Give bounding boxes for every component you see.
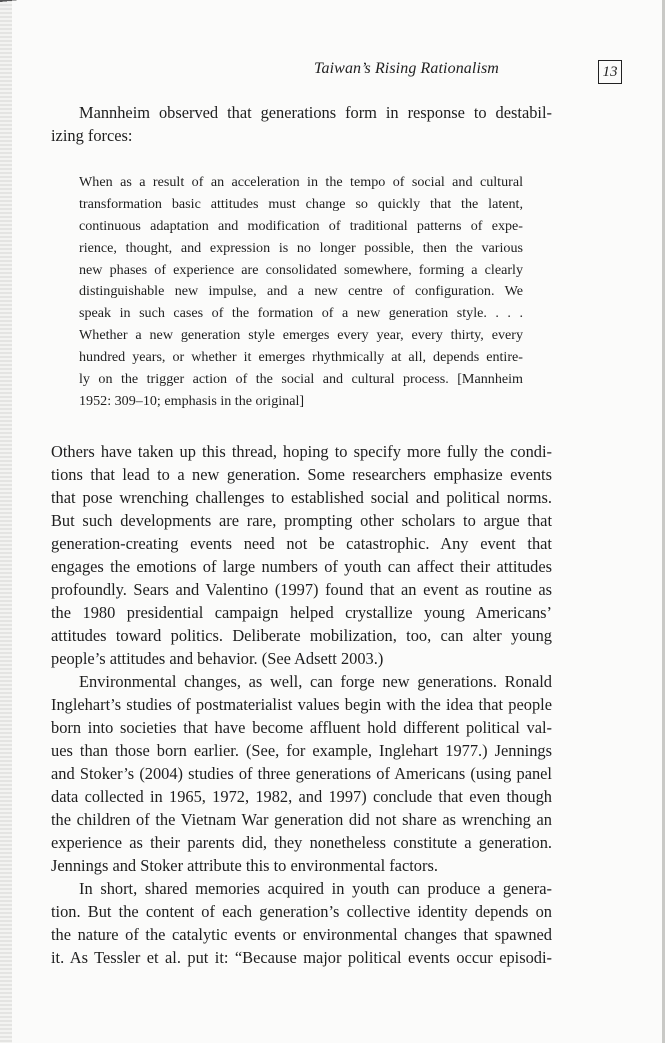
paragraph-line: the 1980 presidential campaign helped crystallize young Americans’ bbox=[51, 603, 552, 622]
paragraph-line: people’s attitudes and behavior. (See Adsett 2003.) bbox=[51, 649, 384, 668]
paragraph-line: experience as their parents did, they nonetheless constitute a generation. bbox=[51, 833, 552, 852]
paragraph-line: Inglehart’s studies of postmaterialist values begin with the idea that people bbox=[51, 695, 552, 714]
body-paragraph-1 bbox=[51, 440, 552, 670]
paragraph-line: Environmental changes, as well, can forge new generations. Ronald bbox=[79, 672, 552, 691]
paragraph-line: tion. But the content of each generation’s collective identity depends on bbox=[51, 902, 552, 921]
quote-line: ly on the trigger action of the social and cultural process. [Mannheim bbox=[79, 371, 523, 388]
paragraph-line: Others have taken up this thread, hoping to specify more fully the condi- bbox=[51, 442, 552, 461]
intro-paragraph bbox=[51, 101, 552, 147]
page-number-box: 13 bbox=[598, 60, 622, 84]
quote-line: Whether a new generation style emerges every year, every thirty, every bbox=[79, 327, 523, 344]
body-paragraph-2 bbox=[51, 670, 552, 877]
paragraph-line: the children of the Vietnam War generation did not share as wrenching an bbox=[51, 810, 552, 829]
intro-line: izing forces: bbox=[51, 126, 133, 145]
paragraph-line: tions that lead to a new generation. Some researchers emphasize events bbox=[51, 465, 552, 484]
paragraph-line: attitudes toward politics. Deliberate mobilization, too, can alter young bbox=[51, 626, 552, 645]
paragraph-line: and Stoker’s (2004) studies of three generations of Americans (using panel bbox=[51, 764, 552, 783]
block-quote bbox=[79, 172, 523, 413]
paragraph-line: the nature of the catalytic events or environmental changes that spawned bbox=[51, 925, 552, 944]
paragraph-line: it. As Tessler et al. put it: “Because major political events occur episodi- bbox=[51, 948, 552, 967]
quote-line: continuous adaptation and modification of traditional patterns of expe- bbox=[79, 217, 523, 234]
paragraph-line: generation-creating events need not be catastrophic. Any event that bbox=[51, 534, 552, 553]
scan-corner-mark bbox=[0, 0, 40, 8]
quote-line: rience, thought, and expression is no longer possible, then the various bbox=[79, 239, 523, 256]
quote-line: When as a result of an acceleration in the tempo of social and cultural bbox=[79, 174, 523, 190]
paragraph-line: engages the emotions of large numbers of youth can affect their attitudes bbox=[51, 557, 552, 576]
quote-line: transformation basic attitudes must change so quickly that the latent, bbox=[79, 195, 523, 212]
paragraph-line: profoundly. Sears and Valentino (1997) found that an event as routine as bbox=[51, 580, 552, 599]
page-left-edge-shadow bbox=[0, 0, 12, 1043]
paragraph-line: born into societies that have become affluent hold different political val- bbox=[51, 718, 552, 737]
quote-line: speak in such cases of the formation of a new generation style. . . . bbox=[79, 305, 523, 322]
paragraph-line: data collected in 1965, 1972, 1982, and 1997) conclude that even though bbox=[51, 787, 552, 806]
intro-line: Mannheim observed that generations form in response to destabil- bbox=[79, 103, 552, 122]
paragraph-line: Jennings and Stoker attribute this to environmental factors. bbox=[51, 856, 438, 875]
quote-line: hundred years, or whether it emerges rhythmically at all, depends entire- bbox=[79, 349, 523, 366]
paragraph-line: In short, shared memories acquired in youth can produce a genera- bbox=[79, 879, 552, 898]
quote-line: 1952: 309–10; emphasis in the original] bbox=[79, 392, 305, 409]
paragraph-line: ues than those born earlier. (See, for example, Inglehart 1977.) Jennings bbox=[51, 741, 552, 760]
paragraph-line: But such developments are rare, prompting other scholars to argue that bbox=[51, 511, 552, 530]
quote-line: new phases of experience are consolidated somewhere, forming a clearly bbox=[79, 261, 523, 278]
paragraph-line: that pose wrenching challenges to established social and political norms. bbox=[51, 488, 552, 507]
body-paragraph-3 bbox=[51, 877, 552, 969]
running-head-title: Taiwan’s Rising Rationalism bbox=[314, 60, 499, 77]
quote-line: distinguishable new impulse, and a new centre of configuration. We bbox=[79, 283, 523, 300]
